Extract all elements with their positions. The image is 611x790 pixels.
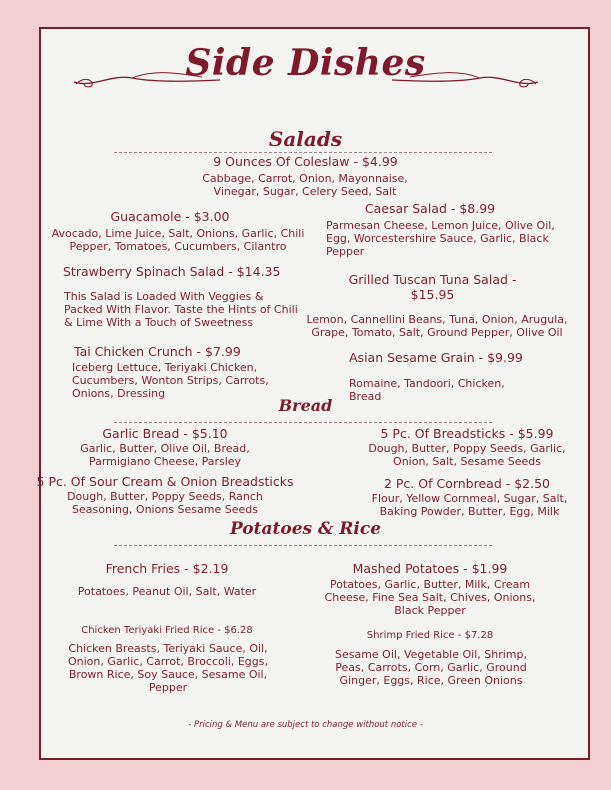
- section-title-potatoes: Potatoes & Rice: [229, 519, 382, 539]
- item-name-caesar: Caesar Salad - $8.99: [364, 201, 496, 216]
- item-name-coleslaw: 9 Ounces Of Coleslaw - $4.99: [213, 154, 398, 169]
- item-desc-mashed: Potatoes, Garlic, Butter, Milk, Cream Cheese, Fine Sea Salt, Chives, Onions, Black Pepper: [324, 578, 536, 617]
- section-title-bread: Bread: [278, 396, 333, 415]
- item-desc-tai: Iceberg Lettuce, Teriyaki Chicken, Cucumbers, Wonton Strips, Carrots, Onions, Dressing: [72, 361, 269, 400]
- right-flourish: [390, 68, 540, 92]
- item-desc-coleslaw: Cabbage, Carrot, Onion, Mayonnaise, Vinegar, Sugar, Celery Seed, Salt: [202, 172, 408, 198]
- item-desc-asian: Romaine, Tandoori, Chicken, Bread: [349, 377, 505, 403]
- item-name-garlic-bread: Garlic Bread - $5.10: [102, 426, 228, 441]
- item-name-guacamole: Guacamole - $3.00: [110, 209, 230, 224]
- item-name-asian: Asian Sesame Grain - $9.99: [349, 350, 523, 365]
- divider: [114, 545, 492, 546]
- item-name-strawberry: Strawberry Spinach Salad - $14.35: [63, 264, 281, 279]
- footer-note: - Pricing & Menu are subject to change without notice -: [188, 720, 423, 730]
- divider: [114, 152, 492, 153]
- page-title: Side Dishes: [185, 42, 426, 84]
- item-name-fries: French Fries - $2.19: [105, 561, 229, 576]
- item-desc-breadsticks: Dough, Butter, Poppy Seeds, Garlic, Onion, Salt, Sesame Seeds: [368, 442, 566, 468]
- divider: [114, 422, 492, 423]
- item-name-tai: Tai Chicken Crunch - $7.99: [74, 344, 241, 359]
- item-desc-tuscan: Lemon, Cannellini Beans, Tuna, Onion, Arugula, Grape, Tomato, Salt, Ground Pepper, Olive Oil: [306, 313, 568, 339]
- item-desc-shrimp-rice: Sesame Oil, Vegetable Oil, Shrimp, Peas, Carrots, Corn, Garlic, Ground Ginger, Eggs, Rice, Green Onions: [334, 648, 527, 687]
- item-desc-garlic-bread: Garlic, Butter, Olive Oil, Bread, Parmigiano Cheese, Parsley: [80, 442, 250, 468]
- item-name-cornbread: 2 Pc. Of Cornbread - $2.50: [383, 476, 551, 491]
- item-name-mashed: Mashed Potatoes - $1.99: [352, 561, 508, 576]
- item-desc-sourcream: Dough, Butter, Poppy Seeds, Ranch Seasoning, Onions Sesame Seeds: [67, 490, 263, 516]
- item-desc-caesar: Parmesan Cheese, Lemon Juice, Olive Oil, Egg, Worcestershire Sauce, Garlic, Black Pepper: [326, 219, 555, 258]
- item-name-breadsticks: 5 Pc. Of Breadsticks - $5.99: [380, 426, 554, 441]
- item-name-shrimp-rice: Shrimp Fried Rice - $7.28: [366, 630, 494, 641]
- item-name-teriyaki-rice: Chicken Teriyaki Fried Rice - $6.28: [81, 625, 253, 636]
- item-desc-guacamole: Avocado, Lime Juice, Salt, Onions, Garlic, Chili Pepper, Tomatoes, Cucumbers, Cilantro: [51, 227, 305, 253]
- item-desc-strawberry: This Salad is Loaded With Veggies & Packed With Flavor. Taste the Hints of Chili & Lime With a Touch of Sweetness: [64, 290, 298, 329]
- item-desc-cornbread: Flour, Yellow Cornmeal, Sugar, Salt, Baking Powder, Butter, Egg, Milk: [371, 492, 568, 518]
- section-title-salads: Salads: [268, 127, 343, 151]
- item-desc-fries: Potatoes, Peanut Oil, Salt, Water: [77, 585, 257, 598]
- item-desc-teriyaki-rice: Chicken Breasts, Teriyaki Sauce, Oil, Onion, Garlic, Carrot, Broccoli, Eggs, Brown Rice, Soy Sauce, Sesame Oil, Pepper: [67, 642, 269, 694]
- item-name-sourcream: 5 Pc. Of Sour Cream & Onion Breadsticks: [36, 474, 294, 489]
- item-name-tuscan: Grilled Tuscan Tuna Salad - $15.95: [348, 272, 517, 302]
